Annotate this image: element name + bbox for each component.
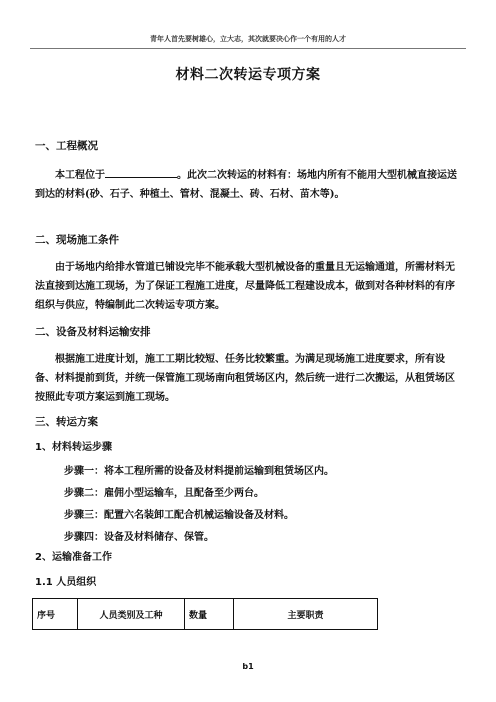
step-item: 步骤四：设备及材料储存、保管。 (64, 532, 214, 543)
section-title-transport-arrangement: 二、设备及材料运输安排 (35, 326, 151, 338)
step-item: 步骤一：将本工程所需的设备及材料提前运输到租赁场区内。 (64, 466, 334, 477)
step-item: 步骤二：雇佣小型运输车，且配备至少两台。 (64, 488, 264, 499)
section-body-transport-arrangement: 根据施工进度计划，施工工期比较短、任务比较繁重。为满足现场施工进度要求，所有设备、材料提前到货，并统一保管施工现场南向租赁场区内，然后统一进行二次搬运，从租赁场区按照此专项方案运到施工现场。 (35, 354, 455, 403)
table-header-cell: 序号 (33, 599, 78, 630)
overview-pre-text: 本工程位于 (55, 170, 105, 181)
staffing-table (32, 598, 378, 630)
subsection-title-staffing: 1.1 人员组织 (35, 577, 97, 588)
overview-post-text: 。此次二次转运的材料有：场地内所有不能用大型机械直接运送到达的材料(砂、石子、种植土、管材、混凝土、砖、石材、苗木等)。 (35, 170, 457, 200)
section-title-transfer-plan: 三、转运方案 (35, 416, 98, 428)
section-body-site-conditions: 由于场地内给排水管道已铺设完毕不能承载大型机械设备的重量且无运输通道，所需材料无法直接到达施工现场，为了保证工程施工进度，尽量降低工程建设成本，做到对各种材料的有序组织与供应，特编制此二次转运专项方案。 (35, 262, 455, 311)
section-title-overview: 一、工程概况 (35, 140, 98, 152)
table-header-cell: 数量 (185, 599, 234, 630)
document-title: 材料二次转运专项方案 (175, 67, 321, 83)
step-item: 步骤三：配置六名装卸工配合机械运输设备及材料。 (64, 510, 294, 521)
location-blank (105, 167, 177, 178)
table-header-cell: 主要职责 (234, 599, 378, 630)
table-header-cell: 人员类别及工种 (78, 599, 185, 630)
subsection-title-prep: 2、运输准备工作 (35, 552, 112, 563)
section-title-site-conditions: 二、现场施工条件 (35, 234, 119, 246)
section-body-overview (35, 166, 461, 204)
page-header: 青年人首先要树雄心，立大志，其次就要决心作一个有用的人才 (30, 34, 466, 49)
page-number: b1 (242, 662, 254, 671)
table-header-row (33, 599, 378, 630)
subsection-title-steps: 1、材料转运步骤 (35, 442, 112, 453)
